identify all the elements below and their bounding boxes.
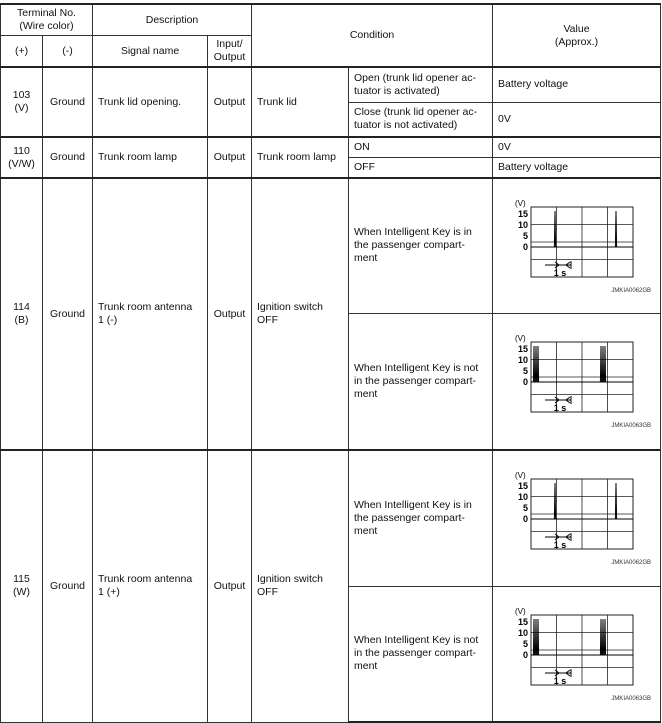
- value-cell: Battery voltage: [493, 67, 661, 102]
- value-cell: 0V: [493, 102, 661, 137]
- tick-label: 0: [522, 649, 528, 660]
- signal-name-cell: Trunk lid opening.: [93, 67, 208, 137]
- table-row: [1, 137, 661, 157]
- table-row: [1, 67, 661, 102]
- figure-code: JMKIA0062GB: [610, 560, 651, 567]
- value-cell: Battery voltage: [493, 157, 661, 178]
- state-cell: ON: [349, 137, 493, 157]
- waveform-graph: [501, 197, 653, 295]
- signal-name-cell: Trunk room antenna 1 (-): [93, 178, 208, 450]
- figure-code: JMKIA0062GB: [610, 287, 651, 294]
- tick-label: 5: [522, 230, 528, 241]
- time-label: 1 s: [553, 403, 566, 414]
- io-cell: Output: [208, 450, 252, 722]
- state-cell: When Intelligent Key is not in the passenger compart- ment: [349, 586, 493, 722]
- signal-name-cell: Trunk room antenna 1 (+): [93, 450, 208, 722]
- condition-cell: Trunk lid: [252, 67, 349, 137]
- tick-label: 10: [517, 627, 528, 638]
- waveform-cell: [493, 313, 661, 450]
- io-cell: Output: [208, 137, 252, 178]
- waveform-graph: [501, 605, 653, 703]
- header-input-output: Input/ Output: [208, 36, 252, 68]
- signal-name-cell: Trunk room lamp: [93, 137, 208, 178]
- header-value: Value (Approx.): [493, 4, 661, 67]
- value-cell: 0V: [493, 137, 661, 157]
- condition-cell: Trunk room lamp: [252, 137, 349, 178]
- tick-label: 5: [522, 638, 528, 649]
- unit-label: (V): [514, 606, 526, 616]
- io-cell: Output: [208, 67, 252, 137]
- tick-label: 0: [522, 241, 528, 252]
- tick-label: 5: [522, 366, 528, 377]
- terminal-cell: 110 (V/W): [1, 137, 43, 178]
- time-label: 1 s: [553, 267, 566, 278]
- waveform-cell: [493, 178, 661, 313]
- ground-cell: Ground: [43, 450, 93, 722]
- ground-cell: Ground: [43, 137, 93, 178]
- terminal-cell: 114 (B): [1, 178, 43, 450]
- state-cell: When Intelligent Key is not in the passenger compart- ment: [349, 313, 493, 450]
- state-cell: Open (trunk lid opener ac- tuator is activated): [349, 67, 493, 102]
- table-row: [1, 450, 661, 586]
- terminal-spec-table: [0, 3, 661, 723]
- time-label: 1 s: [553, 675, 566, 686]
- tick-label: 10: [517, 492, 528, 503]
- ground-cell: Ground: [43, 178, 93, 450]
- figure-code: JMKIA0063GB: [610, 695, 651, 702]
- header-condition: Condition: [252, 4, 493, 67]
- tick-label: 0: [522, 377, 528, 388]
- state-cell: When Intelligent Key is in the passenger compart- ment: [349, 450, 493, 586]
- tick-label: 0: [522, 514, 528, 525]
- header-row-1: [1, 4, 661, 36]
- tick-label: 15: [517, 344, 528, 355]
- time-label: 1 s: [553, 540, 566, 551]
- condition-cell: Ignition switch OFF: [252, 178, 349, 450]
- tick-label: 15: [517, 208, 528, 219]
- waveform-cell: [493, 450, 661, 586]
- header-signal-name: Signal name: [93, 36, 208, 68]
- ground-cell: Ground: [43, 67, 93, 137]
- waveform-graph: [501, 332, 653, 430]
- io-cell: Output: [208, 178, 252, 450]
- figure-code: JMKIA0063GB: [610, 423, 651, 430]
- state-cell: When Intelligent Key is in the passenger compart- ment: [349, 178, 493, 313]
- tick-label: 5: [522, 503, 528, 514]
- header-description: Description: [93, 4, 252, 36]
- tick-label: 15: [517, 481, 528, 492]
- tick-label: 10: [517, 219, 528, 230]
- unit-label: (V): [514, 471, 526, 481]
- header-plus: (+): [1, 36, 43, 68]
- tick-label: 10: [517, 355, 528, 366]
- condition-cell: Ignition switch OFF: [252, 450, 349, 722]
- state-cell: OFF: [349, 157, 493, 178]
- waveform-cell: [493, 586, 661, 722]
- state-cell: Close (trunk lid opener ac- tuator is not activated): [349, 102, 493, 137]
- waveform-graph: [501, 469, 653, 567]
- header-minus: (-): [43, 36, 93, 68]
- unit-label: (V): [514, 198, 526, 208]
- terminal-cell: 115 (W): [1, 450, 43, 722]
- table-row: [1, 178, 661, 313]
- terminal-cell: 103 (V): [1, 67, 43, 137]
- unit-label: (V): [514, 334, 526, 344]
- header-terminal-no: Terminal No. (Wire color): [1, 4, 93, 36]
- tick-label: 15: [517, 616, 528, 627]
